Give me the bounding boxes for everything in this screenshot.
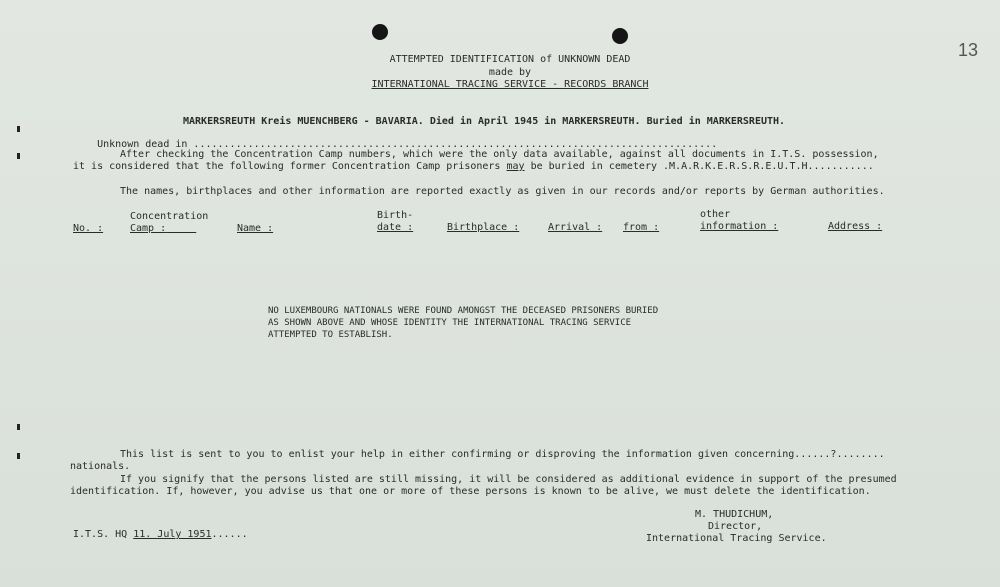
intro-line-2a: it is considered that the following former Concentration Camp prisoners (73, 161, 507, 172)
header-title: ATTEMPTED IDENTIFICATION of UNKNOWN DEAD (389, 54, 631, 65)
notice-line-1: NO LUXEMBOURG NATIONALS WERE FOUND AMONGST THE DECEASED PRISONERS BURIED (268, 306, 659, 316)
col-camp-label: Camp : (130, 223, 167, 234)
intro-may: may (506, 161, 525, 172)
col-birthdate-top: Birth- (377, 210, 414, 221)
col-no: No. : (73, 223, 104, 234)
intro-paragraph-2: The names, birthplaces and other information are reported exactly as given in our records and/or reports by German authorities. (120, 186, 885, 197)
col-arrival: Arrival : (548, 222, 603, 233)
hq-date-line (73, 529, 248, 540)
closing-line-1: This list is sent to you to enlist your help in either confirming or disproving the information given concerning......?........ (120, 449, 885, 460)
margin-mark (17, 424, 20, 430)
intro-line-2 (73, 161, 874, 172)
page-number: 13 (958, 40, 979, 60)
col-name: Name : (237, 223, 274, 234)
col-from: from : (623, 222, 660, 233)
margin-mark (17, 153, 20, 159)
closing-line-2: nationals. (70, 461, 131, 472)
margin-mark (17, 126, 20, 132)
col-camp-top: Concentration (130, 211, 209, 222)
notice-line-2: AS SHOWN ABOVE AND WHOSE IDENTITY THE INTERNATIONAL TRACING SERVICE (268, 318, 632, 328)
col-other-top: other (700, 209, 731, 220)
intro-line-1: After checking the Concentration Camp numbers, which were the only data available, against all documents in I.T.S. possession, (120, 149, 879, 160)
intro-line-2b: be buried in cemetery .M.A.R.K.E.R.S.R.E.U.T.H........... (524, 161, 874, 172)
hq-date: 11. July 1951 (133, 529, 212, 540)
closing-line-4: identification. If, however, you advise us that one or more of these persons is known to be alive, we must delete the identification. (70, 486, 871, 497)
col-birthplace: Birthplace : (447, 222, 520, 233)
punch-hole-left (372, 24, 388, 40)
col-other-bottom: information : (700, 221, 779, 232)
notice-line-3: ATTEMPTED TO ESTABLISH. (268, 330, 393, 340)
signatory-name: M. THUDICHUM, (695, 509, 774, 520)
signatory-org: International Tracing Service. (646, 533, 827, 544)
hq-date-dots: ...... (211, 529, 248, 540)
header-made-by: made by (488, 67, 532, 78)
hq-label: I.T.S. HQ (73, 529, 134, 540)
location-line: MARKERSREUTH Kreis MUENCHBERG - BAVARIA. Died in April 1945 in MARKERSREUTH. Buried in MARKERSREUTH. (183, 116, 786, 127)
signatory-title: Director, (708, 521, 763, 532)
col-address: Address : (828, 221, 883, 232)
unknown-dead-prefix: Unknown dead in (97, 139, 188, 150)
margin-mark (17, 453, 20, 459)
dotted-line: ....................................................................................... (187, 139, 718, 150)
header-branch: INTERNATIONAL TRACING SERVICE - RECORDS BRANCH (371, 79, 649, 90)
col-birthdate-bottom: date : (377, 222, 414, 233)
col-camp-bottom (130, 223, 196, 234)
punch-hole-right (612, 28, 628, 44)
closing-line-3: If you signify that the persons listed are still missing, it will be considered as additional evidence in support of the presumed (120, 474, 897, 485)
